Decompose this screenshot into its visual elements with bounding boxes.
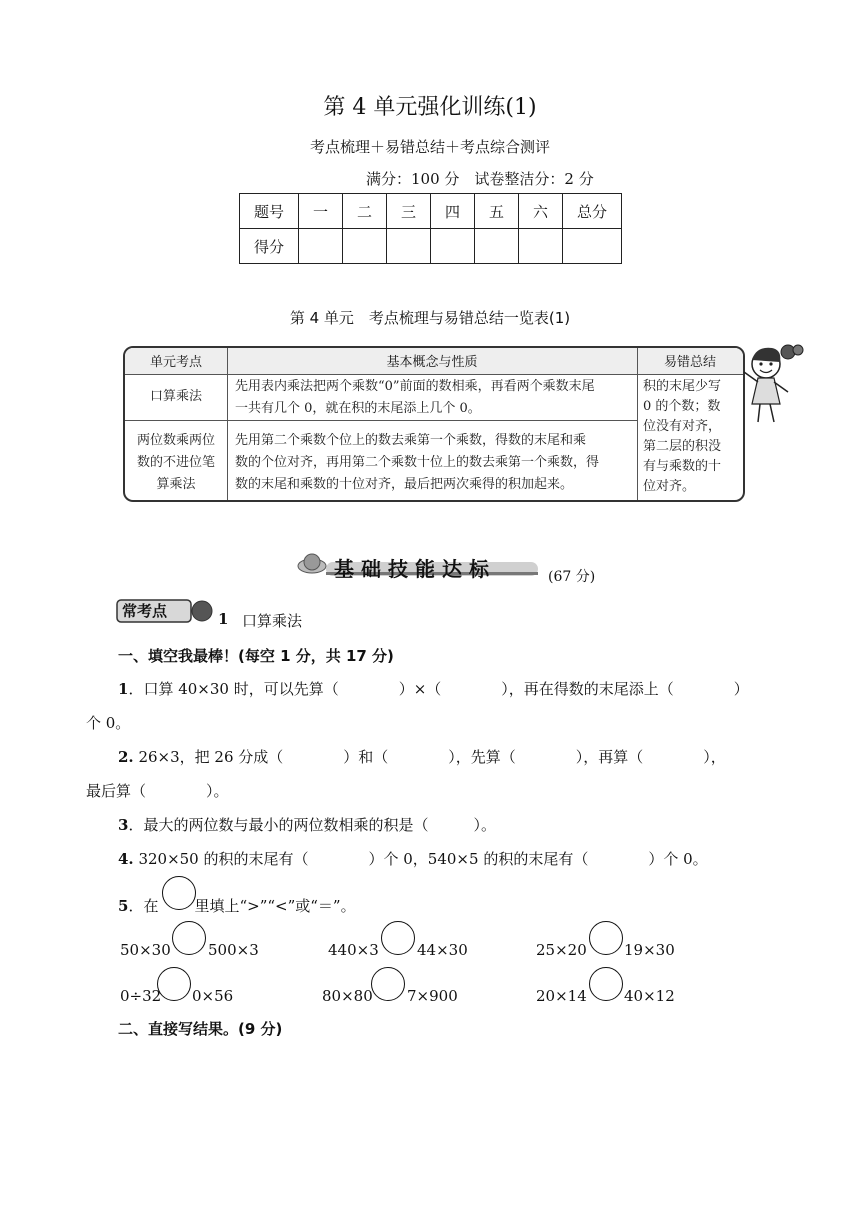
compare-left: 80×80	[322, 987, 373, 1005]
topic-oral-multiplication: 口算乘法	[149, 389, 202, 404]
concept-line: 一共有几个 0，就在积的末尾添上几个 0。	[235, 401, 481, 416]
error-line: 位没有对齐，	[643, 419, 722, 434]
question-number: 1	[118, 680, 129, 698]
score-header-cell: 四	[431, 194, 475, 229]
cartoon-girl-icon	[742, 342, 806, 426]
compare-right: 0×56	[192, 987, 234, 1005]
error-line: 0 的个数；数	[643, 399, 721, 414]
compare-left: 20×14	[536, 987, 587, 1005]
score-header-cell: 二	[343, 194, 387, 229]
score-info: 满分：100 分 试卷整洁分：2 分	[366, 170, 594, 188]
score-table-header-row	[240, 194, 622, 229]
part2-heading: 二、直接写结果。(9 分)	[118, 1020, 283, 1038]
compare-right: 44×30	[417, 941, 468, 959]
question-2	[118, 746, 726, 767]
divider	[227, 348, 228, 500]
section-banner-score: (67 分)	[548, 569, 596, 585]
score-header-cell: 三	[387, 194, 431, 229]
score-header-cell: 题号	[240, 194, 299, 229]
question-text: ．在	[128, 897, 159, 915]
question-2-continued: 最后算（ ）。	[86, 782, 229, 800]
score-header-cell: 五	[475, 194, 519, 229]
score-table	[239, 193, 622, 264]
concept-line: 先用第二个乘数个位上的数去乘第一个乘数，得数的末尾和乘	[235, 433, 587, 448]
summary-title: 第 4 单元 考点梳理与易错总结一览表(1)	[289, 309, 571, 327]
compare-circle-example-icon	[162, 876, 196, 910]
topic-line: 两位数乘两位	[136, 433, 215, 448]
question-3	[118, 814, 496, 835]
question-4	[118, 848, 708, 869]
question-1	[118, 678, 749, 699]
compare-right: 40×12	[624, 987, 675, 1005]
compare-circle[interactable]	[381, 921, 415, 955]
concept-line: 先用表内乘法把两个乘数“0”前面的数相乘，再看两个乘数末尾	[235, 379, 595, 394]
concept-line: 数的末尾和乘数的十位对齐，最后把两次乘得的积加起来。	[235, 477, 574, 492]
header-unit-topic: 单元考点	[149, 355, 202, 370]
error-line: 有与乘数的十	[643, 459, 722, 474]
knowledge-point-number: 1	[218, 610, 229, 628]
topic-line: 数的不进位笔	[136, 455, 215, 470]
part1-heading: 一、填空我最棒！(每空 1 分，共 17 分)	[118, 647, 394, 665]
compare-right: 500×3	[208, 941, 259, 959]
score-header-cell: 一	[299, 194, 343, 229]
score-blank-cell[interactable]	[343, 229, 387, 264]
summary-table	[123, 346, 745, 502]
question-number: 3	[118, 816, 129, 834]
compare-left: 25×20	[536, 941, 587, 959]
error-line: 位对齐。	[643, 479, 696, 494]
score-blank-cell[interactable]	[387, 229, 431, 264]
question-number: 4.	[118, 850, 134, 868]
divider	[125, 420, 637, 421]
score-header-cell: 总分	[563, 194, 622, 229]
score-blank-cell[interactable]	[299, 229, 343, 264]
score-blank-cell[interactable]	[431, 229, 475, 264]
header-error-summary: 易错总结	[663, 355, 716, 370]
compare-right: 7×900	[407, 987, 458, 1005]
header-concept: 基本概念与性质	[386, 355, 478, 370]
page-subtitle: 考点梳理＋易错总结＋考点综合测评	[309, 138, 550, 156]
score-blank-cell[interactable]	[519, 229, 563, 264]
error-line: 积的末尾少写	[643, 379, 722, 394]
question-number: 5	[118, 897, 129, 915]
question-text: ．最大的两位数与最小的两位数相乘的积是（ ）。	[128, 816, 496, 834]
compare-circle[interactable]	[589, 921, 623, 955]
topic-line: 算乘法	[156, 477, 196, 492]
error-line: 第二层的积没	[643, 439, 722, 454]
score-blank-cell[interactable]	[563, 229, 622, 264]
question-text: 26×3，把 26 分成（ ）和（ ），先算（ ），再算（ ），	[133, 748, 726, 766]
score-row-label: 得分	[240, 229, 299, 264]
question-5	[118, 895, 356, 916]
knowledge-badge-text: 常考点	[122, 602, 168, 620]
divider	[637, 348, 638, 500]
knowledge-point-name: 口算乘法	[242, 612, 303, 630]
compare-right: 19×30	[624, 941, 675, 959]
question-number: 2.	[118, 748, 134, 766]
compare-left: 440×3	[328, 941, 379, 959]
score-blank-cell[interactable]	[475, 229, 519, 264]
score-table-score-row	[240, 229, 622, 264]
compare-circle[interactable]	[589, 967, 623, 1001]
score-header-cell: 六	[519, 194, 563, 229]
concept-line: 数的个位对齐，再用第二个乘数十位上的数去乘第一个乘数，得	[235, 455, 600, 470]
page-title: 第 4 单元强化训练(1)	[323, 95, 537, 120]
question-text: ．口算 40×30 时，可以先算（ ）×（ ），再在得数的末尾添上（ ）	[128, 680, 749, 698]
compare-circle[interactable]	[371, 967, 405, 1001]
question-text: 里填上“>”“<”或“＝”。	[194, 897, 356, 915]
compare-left: 50×30	[120, 941, 171, 959]
compare-left: 0÷32	[120, 987, 162, 1005]
section-banner-text: 基础技能达标	[334, 557, 496, 581]
compare-circle[interactable]	[172, 921, 206, 955]
question-1-continued: 个 0。	[86, 714, 131, 732]
compare-circle[interactable]	[157, 967, 191, 1001]
question-text: 320×50 的积的末尾有（ ）个 0，540×5 的积的末尾有（ ）个 0。	[133, 850, 708, 868]
